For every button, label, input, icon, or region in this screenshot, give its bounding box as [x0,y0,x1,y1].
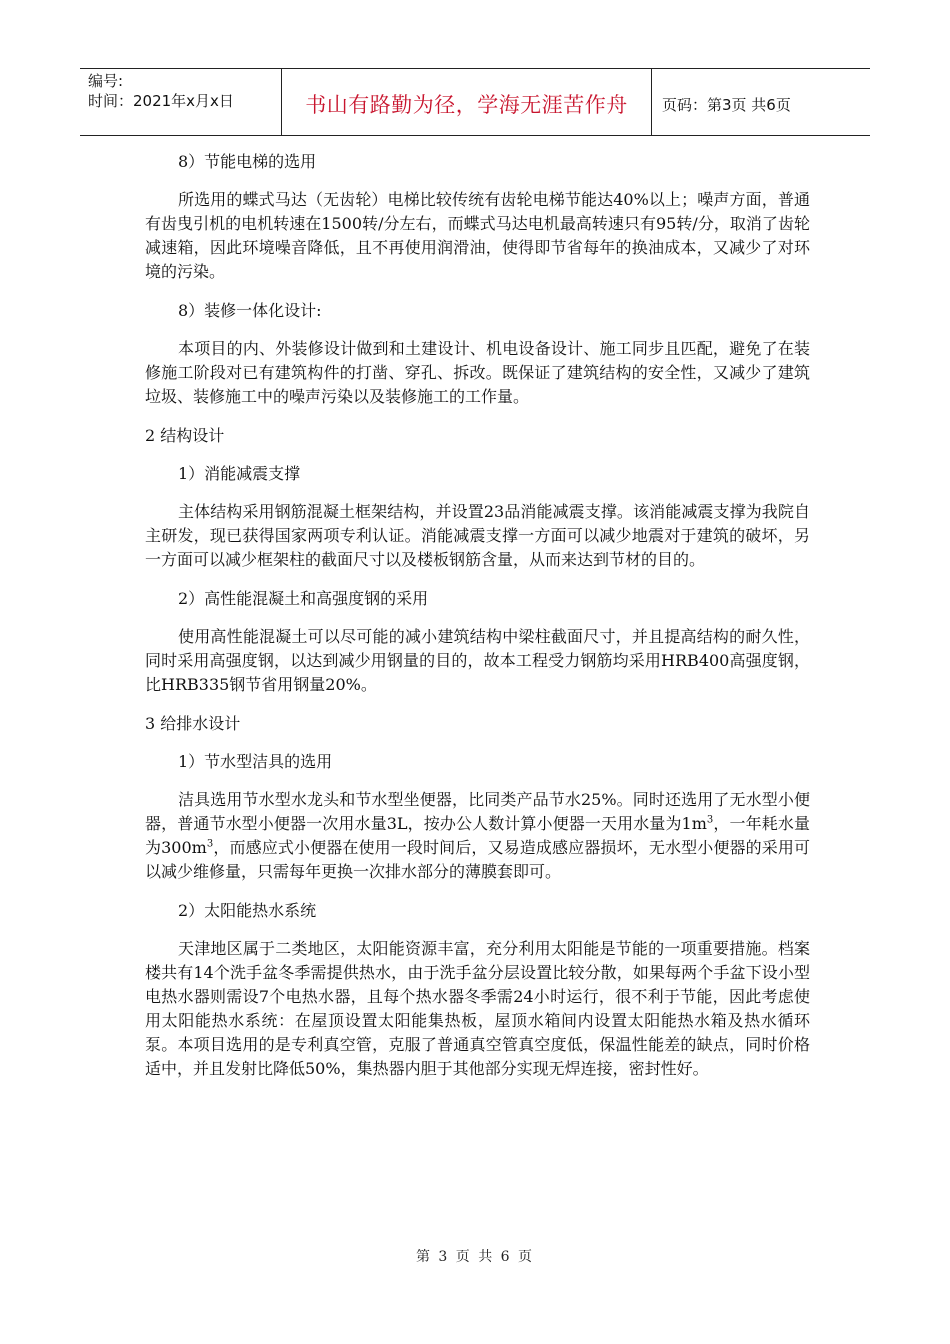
section-heading: 2）太阳能热水系统 [178,901,317,920]
section-heading: 8）节能电梯的选用 [178,152,317,171]
document-body [145,150,810,1081]
header-page-info: 页码：第3页 共6页 [662,95,791,114]
section-heading: 1）消能减震支撑 [178,464,301,483]
text-run: 洁具选用节水型水龙头和节水型坐便器，比同类产品节水25%。同时还选用了无水型小便器，普通节水型小便器一次用水量3L，按办公人数计算小便器一天用水量为1m [145,790,810,833]
text-run: ，一年耗水量为300m [145,814,810,857]
text-run: ，而感应式小便器在使用一段时间后，又易造成感应器损坏，无水型小便器的采用可以减少维修量，只需每年更换一次排水部分的薄膜套即可。 [145,838,810,881]
header-meta [80,69,282,135]
superscript: 3 [706,814,714,826]
section-heading: 1）节水型洁具的选用 [178,752,333,771]
superscript: 3 [206,838,214,850]
paragraph [145,788,810,884]
chapter-heading: 3 给排水设计 [145,714,241,733]
number-label: 编号: [88,72,124,90]
paragraph: 所选用的蝶式马达（无齿轮）电梯比较传统有齿轮电梯节能达40%以上；噪声方面，普通有齿曳引机的电机转速在1500转/分左右，而蝶式马达电机最高转速只有95转/分，取消了齿轮减速箱，因此环境噪音降低，且不再使用润滑油，使得即节省每年的换油成本，又减少了对环境的污染。 [145,190,810,281]
chapter-heading: 2 结构设计 [145,426,225,445]
section-heading: 2）高性能混凝土和高强度钢的采用 [178,589,429,608]
paragraph: 使用高性能混凝土可以尽可能的减小建筑结构中梁柱截面尺寸，并且提高结构的耐久性，同时采用高强度钢，以达到减少用钢量的目的，故本工程受力钢筋均采用HRB400高强度钢，比HRB335钢节省用钢量20%。 [145,627,810,694]
header-motto: 书山有路勤为径，学海无涯苦作舟 [282,69,652,135]
page-footer: 第 3 页 共 6 页 [415,1249,535,1265]
paragraph: 主体结构采用钢筋混凝土框架结构，并设置23品消能减震支撑。该消能减震支撑为我院自主研发，现已获得国家两项专利认证。消能减震支撑一方面可以减少地震对于建筑的破坏，另一方面可以减少框架柱的截面尺寸以及楼板钢筋含量，从而来达到节材的目的。 [145,502,810,569]
paragraph: 天津地区属于二类地区，太阳能资源丰富，充分利用太阳能是节能的一项重要措施。档案楼共有14个洗手盆冬季需提供热水，由于洗手盆分层设置比较分散，如果每两个手盆下设小型电热水器则需设7个电热水器，且每个热水器冬季需24小时运行，很不利于节能，因此考虑使用太阳能热水系统：在屋顶设置太阳能集热板，屋顶水箱间内设置太阳能热水箱及热水循环泵。本项目选用的是专利真空管，克服了普通真空管真空度低，保温性能差的缺点，同时价格适中，并且发射比降低50%，集热器内胆于其他部分实现无焊连接，密封性好。 [145,939,810,1078]
paragraph: 本项目的内、外装修设计做到和土建设计、机电设备设计、施工同步且匹配，避免了在装修施工阶段对已有建筑构件的打凿、穿孔、拆改。既保证了建筑结构的安全性，又减少了建筑垃圾、装修施工中的噪声污染以及装修施工的工作量。 [145,339,810,406]
time-label: 时间：2021年x月x日 [88,92,234,110]
document-header [80,68,870,136]
section-heading: 8）装修一体化设计: [178,301,322,320]
